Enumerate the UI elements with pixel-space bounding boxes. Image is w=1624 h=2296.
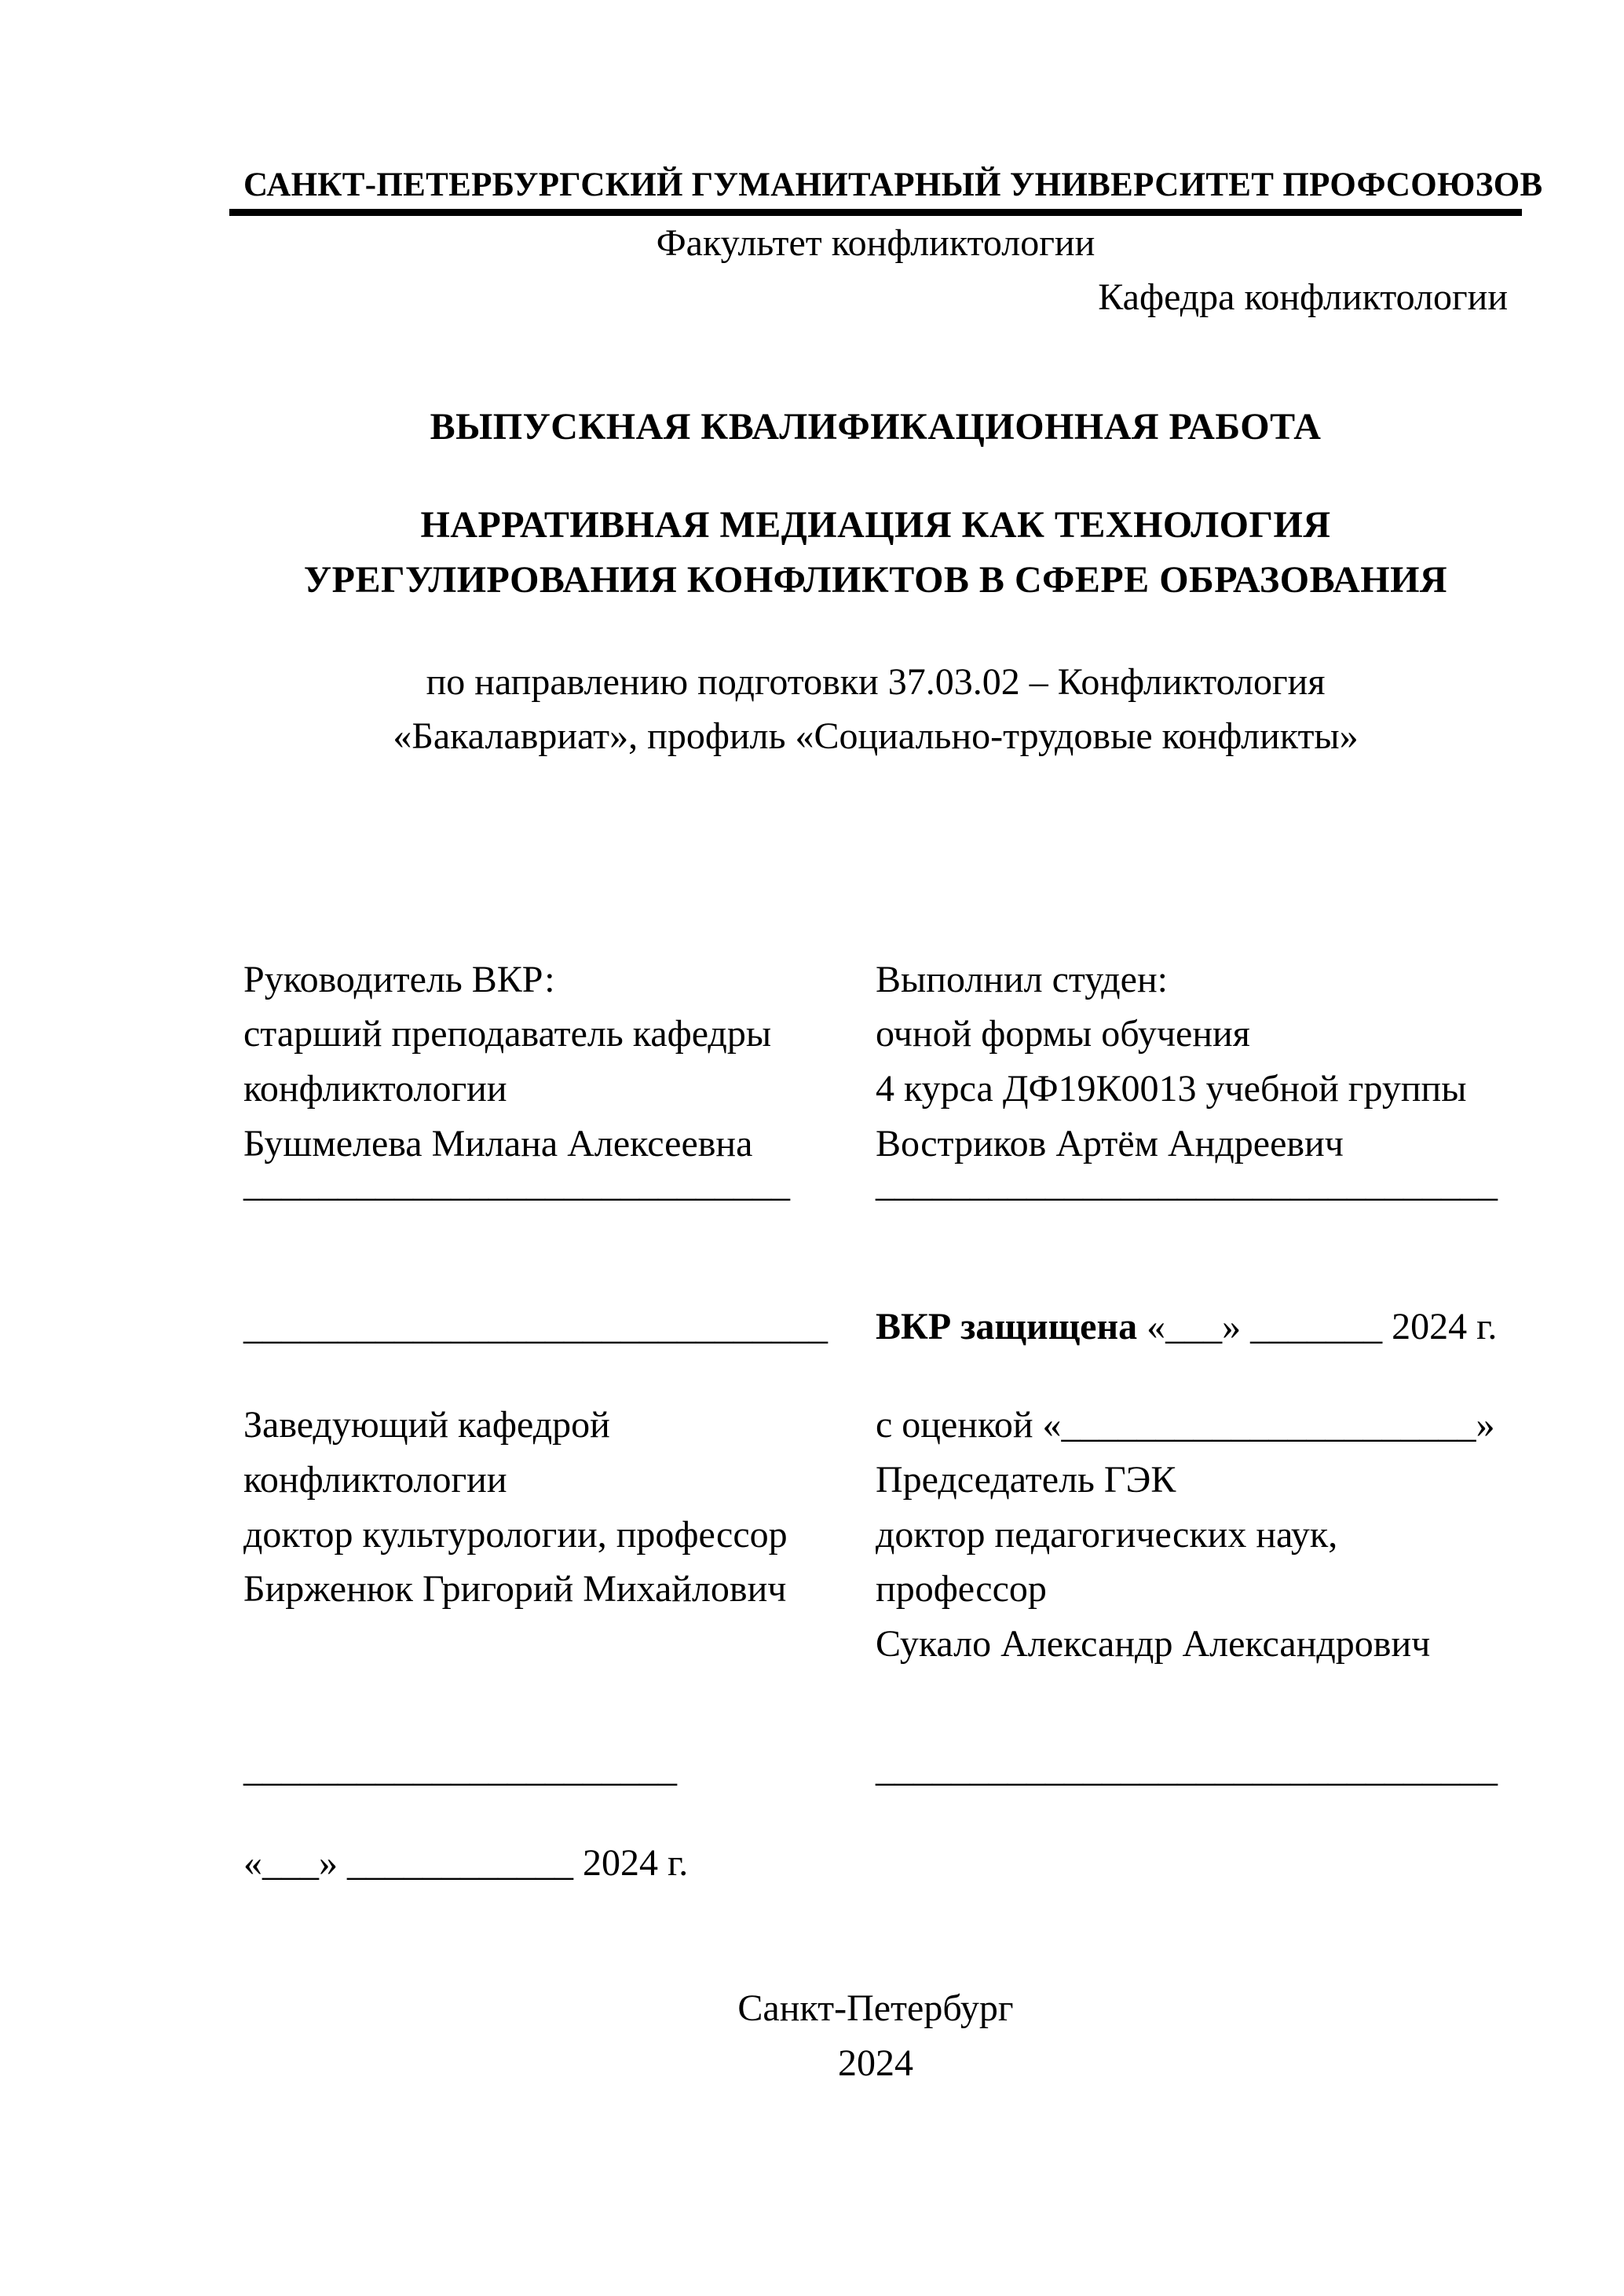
chair-role: Председатель ГЭК <box>876 1458 1176 1501</box>
head-of-department-column <box>243 1398 876 1671</box>
student-info-1: очной формы обучения <box>876 1013 1250 1055</box>
footer-city: Санкт-Петербург <box>737 1987 1014 2030</box>
defense-statement-blank: «___» _______ 2024 г. <box>1137 1305 1498 1347</box>
head-role-1: Заведующий кафедрой <box>243 1404 610 1446</box>
head-degree: доктор культурологии, профессор <box>243 1513 788 1556</box>
defense-signature-line: _______________________________ <box>243 1305 828 1347</box>
thesis-title-line-2: УРЕГУЛИРОВАНИЯ КОНФЛИКТОВ В СФЕРЕ ОБРАЗОВАНИЯ <box>303 558 1448 601</box>
head-role-2: конфликтологии <box>243 1458 507 1501</box>
header-rule <box>229 209 1522 216</box>
footer <box>243 1981 1508 2090</box>
work-type-heading: ВЫПУСКНАЯ КВАЛИФИКАЦИОННАЯ РАБОТА <box>430 405 1322 448</box>
officials-block <box>243 1398 1508 1671</box>
chair-degree-2: профессор <box>876 1568 1047 1610</box>
head-signature-line: _______________________ <box>243 1748 677 1790</box>
head-name: Бирженюк Григорий Михайлович <box>243 1568 787 1610</box>
study-direction-line: по направлению подготовки 37.03.02 – Конфликтология <box>426 660 1326 703</box>
defense-statement-label: ВКР защищена <box>876 1305 1138 1347</box>
chair-degree-1: доктор педагогических наук, <box>876 1513 1338 1556</box>
student-role: Выполнил студен: <box>876 958 1168 1000</box>
head-date-line: «___» ____________ 2024 г. <box>243 1841 689 1884</box>
defense-statement <box>876 1300 1508 1355</box>
chair-signature-line: _________________________________ <box>876 1748 1498 1790</box>
student-name: Востриков Артём Андреевич <box>876 1122 1344 1164</box>
bottom-signatures-row <box>243 1742 1508 1797</box>
student-info-2: 4 курса ДФ19К0013 учебной группы <box>876 1067 1467 1110</box>
thesis-title <box>243 498 1508 607</box>
department-line: Кафедра конфликтологии <box>1098 276 1508 319</box>
footer-year: 2024 <box>838 2042 913 2085</box>
grade-line: с оценкой «______________________» <box>876 1404 1495 1446</box>
study-profile-line: «Бакалавриат», профиль «Социально-трудовые конфликты» <box>393 715 1359 758</box>
defense-row <box>243 1300 1508 1355</box>
supervisor-position-2: конфликтологии <box>243 1067 507 1110</box>
supervisor-column <box>243 952 876 1212</box>
committee-chair-column <box>876 1398 1508 1671</box>
thesis-title-line-1: НАРРАТИВНАЯ МЕДИАЦИЯ КАК ТЕХНОЛОГИЯ <box>420 504 1331 547</box>
people-block <box>243 952 1508 1212</box>
chair-name: Сукало Александр Александрович <box>876 1622 1431 1665</box>
faculty-line: Факультет конфликтологии <box>656 221 1095 264</box>
student-signature-line: _________________________________ <box>876 1163 1498 1205</box>
university-name: САНКТ-ПЕТЕРБУРГСКИЙ ГУМАНИТАРНЫЙ УНИВЕРСИТЕТ ПРОФСОЮЗОВ <box>243 166 1543 203</box>
student-column <box>876 952 1508 1212</box>
supervisor-name: Бушмелева Милана Алексеевна <box>243 1122 753 1164</box>
supervisor-role: Руководитель ВКР: <box>243 958 555 1000</box>
supervisor-signature-line: _____________________________ <box>243 1163 790 1205</box>
supervisor-position-1: старший преподаватель кафедры <box>243 1013 772 1055</box>
